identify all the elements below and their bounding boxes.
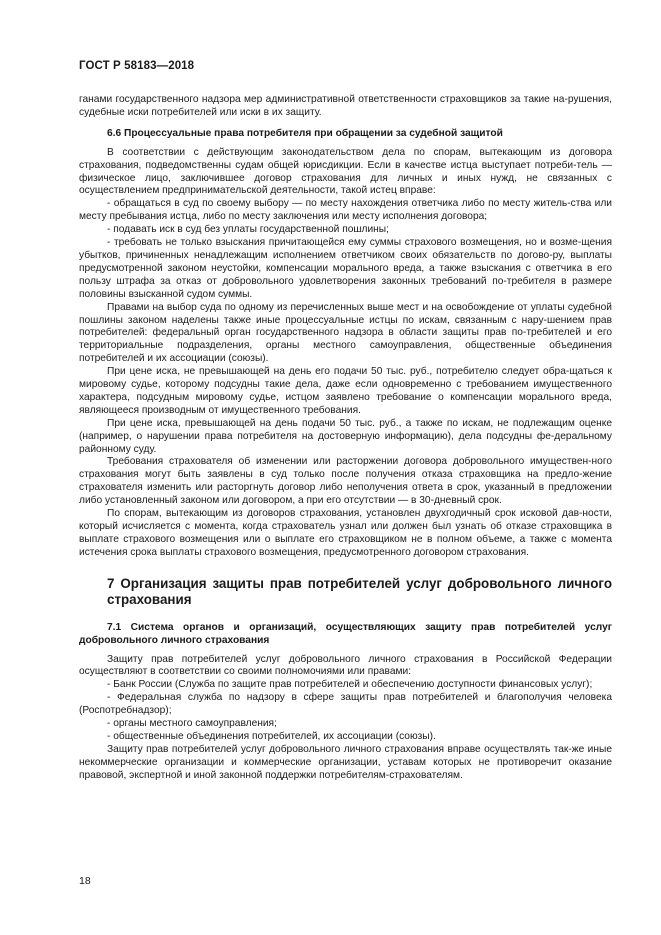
document-body <box>79 94 612 783</box>
section-heading-7: 7 Организация защиты прав потребителей услуг добровольного личного страхования <box>107 575 612 607</box>
paragraph: Защиту прав потребителей услуг добровольного личного страхования вправе осуществлять так-же иные некоммерческие организации и коммерческие организации, уставам которых не противоречит оказание правовой, экспертной и иной законной поддержки потребителям-страхователям. <box>79 743 612 781</box>
paragraph: Защиту прав потребителей услуг добровольного личного страхования в Российской Федерации осуществляют в соответствии со своими полномочиями или правами: <box>79 653 612 678</box>
page-number: 18 <box>79 875 91 887</box>
list-item: - подавать иск в суд без уплаты государственной пошлины; <box>107 224 389 236</box>
list-item: - Банк России (Служба по защите прав потребителей и обеспечению доступности финансовых услуг); <box>107 679 593 691</box>
document-header: ГОСТ Р 58183—2018 <box>79 60 195 72</box>
paragraph: ганами государственного надзора мер административной ответственности страховщиков за такие на-рушения, судебные иски потребителей или иски в их защиту. <box>79 94 612 118</box>
paragraph: В соответствии с действующим законодательством дела по спорам, вытекающим из договора страхования, подведомственны судам общей юрисдикции. Если в качестве истца выступает потреби-тель — физическое лицо, заключившее договор страхования для личных и иных нужд, не связанных с осуществлением предпринимательской деятельности, такой истец вправе: <box>79 146 612 197</box>
paragraph: Правами на выбор суда по одному из перечисленных выше мест и на освобождение от уплаты судебной пошлины законом наделены также иные процессуальные истцы по искам, связанным с нару-шением прав потребителей: федеральный орган государственного надзора в области защиты прав по-требителей и его территориальные подразделения, органы местного самоуправления, общественные объединения потребителей и их ассоциации (союзы). <box>79 301 612 365</box>
paragraph: По спорам, вытекающим из договоров страхования, установлен двухгодичный срок исковой дав-ности, который исчисляется с момента, когда страхователь узнал или должен был узнать об отказе страховщика в выплате страхового возмещения или о выплате его страховщиком не в полном объеме, а также с момента истечения срока выплаты страхового возмещения, предусмотренного договором страхования. <box>79 508 612 558</box>
paragraph: При цене иска, превышающей на день подачи 50 тыс. руб., а также по искам, не подлежащим оценке (например, о нарушении права потребителя на достоверную информацию), дела подсудны фе-деральному районному суду. <box>79 417 612 455</box>
list-item: - общественные объединения потребителей, их ассоциации (союзы). <box>107 730 436 742</box>
paragraph: Требования страхователя об изменении или расторжении договора добровольного имуществен-ного страхования могут быть заявлены в суд только после получения отказа страховщика на предло-жение страхователя изменить или расторгнуть договор либо неполучения ответа в срок, указанный в предложении либо установленный законом или договором, а при его отсутствии — в 30-дневный срок. <box>79 456 612 507</box>
section-heading-7-1: 7.1 Система органов и организаций, осуществляющих защиту прав потребителей услуг добровольного личного страхования <box>79 621 612 646</box>
list-item: - требовать не только взыскания причитающейся ему суммы страхового возмещения, но и возме-щения убытков, причиненных ненадлежащим исполнением ответчиком своих обязательств по догово-ру, выплаты предусмотренной законом неустойки, компенсации морального вреда, а также взыскания с ответчика в его пользу штрафа за отказ от добровольного удовлетворения законных требований по-требителя в размере половины взысканной судом суммы. <box>79 237 612 300</box>
paragraph: При цене иска, не превышающей на день его подачи 50 тыс. руб., потребителю следует обра-щаться к мировому судье, которому подсудны такие дела, даже если одновременно с требованием имущественного характера, подсудным мировому судье, истцом заявлено требование о компенсации морального вреда, являющееся производным от имущественного требования. <box>79 366 612 416</box>
list-item: - органы местного самоуправления; <box>107 718 277 730</box>
list-item: - Федеральная служба по надзору в сфере защиты прав потребителей и благополучия человека (Роспотребнадзор); <box>79 692 612 717</box>
list-item: - обращаться в суд по своему выбору — по месту нахождения ответчика либо по месту житель-ства или месту пребывания истца, либо по месту заключения или месту исполнения договора; <box>79 198 612 223</box>
section-heading-6-6: 6.6 Процессуальные права потребителя при обращении за судебной защитой <box>107 127 503 139</box>
